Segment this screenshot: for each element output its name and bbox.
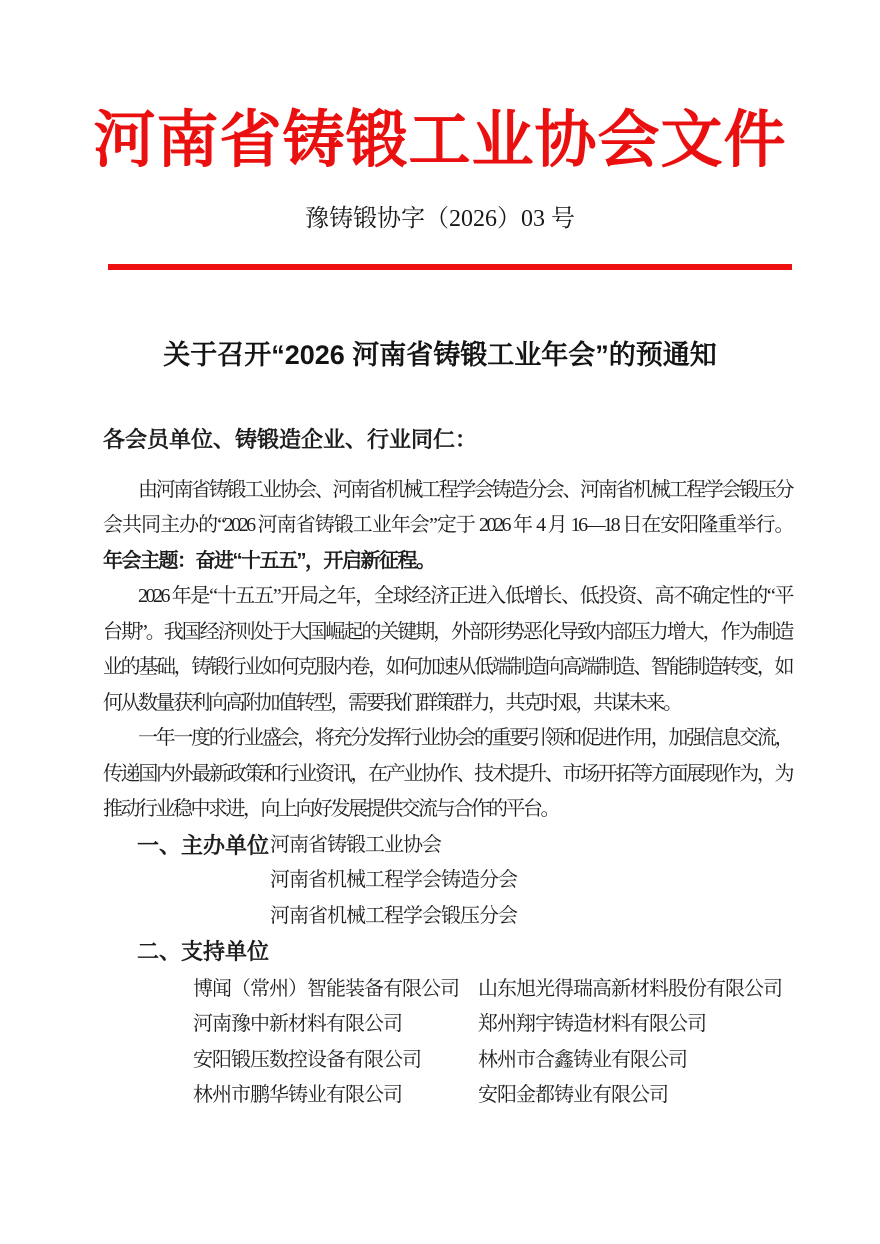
paragraph-line: 何从数量获利向高附加值转型，需要我们群策群力，共克时艰，共谋未来。 [103, 691, 681, 714]
paragraph-line: 一年一度的行业盛会，将充分发挥行业协会的重要引领和促进作用，加强信息交流， [138, 727, 792, 749]
paragraph-line: 业的基础，铸锻行业如何克服内卷，如何加速从低端制造向高端制造、智能制造转变，如 [103, 656, 792, 678]
paragraph-line: 传递国内外最新政策和行业资讯，在产业协作、技术提升、市场开拓等方面展现作为，为 [103, 762, 792, 785]
red-divider-line [108, 264, 792, 270]
host-unit: 河南省机械工程学会铸造分会 [270, 869, 517, 891]
host-units-row [103, 828, 792, 864]
support-unit: 林州市合鑫铸业有限公司 [478, 1048, 687, 1071]
support-units-label: 二、支持单位 [137, 939, 270, 964]
host-unit: 河南省机械工程学会锻压分会 [270, 904, 517, 927]
support-unit: 安阳金都铸业有限公司 [478, 1084, 668, 1106]
paragraph-intro [103, 473, 792, 580]
paragraph-line: 由河南省铸锻工业协会、河南省机械工程学会铸造分会、河南省机械工程学会锻压分 [138, 478, 792, 501]
support-unit: 山东旭光得瑞高新材料股份有限公司 [478, 977, 782, 1000]
paragraph-line: 2026 年是“十五五”开局之年，全球经济正进入低增长、低投资、高不确定性的“平 [138, 585, 792, 607]
paragraph-line: 台期”。我国经济则处于大国崛起的关键期，外部形势恶化导致内部压力增大，作为制造 [103, 620, 792, 643]
support-unit: 安阳锻压数控设备有限公司 [193, 1048, 421, 1071]
support-unit-row [103, 1007, 792, 1043]
host-units-label: 一、主办单位 [137, 832, 270, 858]
support-unit-row [103, 1043, 792, 1079]
support-unit: 博闻（常州）智能装备有限公司 [193, 977, 459, 1000]
support-unit: 林州市鹏华铸业有限公司 [193, 1084, 402, 1106]
support-unit: 河南豫中新材料有限公司 [193, 1013, 402, 1035]
support-unit-row [103, 1078, 792, 1114]
doc-reference-number: 豫铸锻协字（2026）03 号 [305, 206, 575, 232]
annual-meeting-theme: 年会主题：奋进“十五五”，开启新征程。 [103, 549, 435, 572]
salutation: 各会员单位、铸锻造企业、行业同仁： [103, 427, 478, 452]
issuing-org-banner: 河南省铸锻工业协会文件 [93, 107, 787, 175]
support-unit: 郑州翔宇铸造材料有限公司 [478, 1013, 706, 1035]
paragraph-line: 会共同主办的“2026 河南省铸锻工业年会”定于 2026 年 4 月 16—18 日在安阳隆重举行。 [103, 514, 792, 536]
paragraph-purpose [103, 721, 792, 828]
support-unit-row [103, 972, 792, 1008]
support-units-row [103, 934, 792, 972]
notice-body [103, 422, 792, 1114]
notice-title: 关于召开“2026 河南省铸锻工业年会”的预通知 [163, 340, 717, 370]
host-unit: 河南省铸锻工业协会 [270, 833, 441, 856]
paragraph-background [103, 579, 792, 721]
paragraph-line: 推动行业稳中求进，向上向好发展提供交流与合作的平台。 [103, 798, 558, 820]
